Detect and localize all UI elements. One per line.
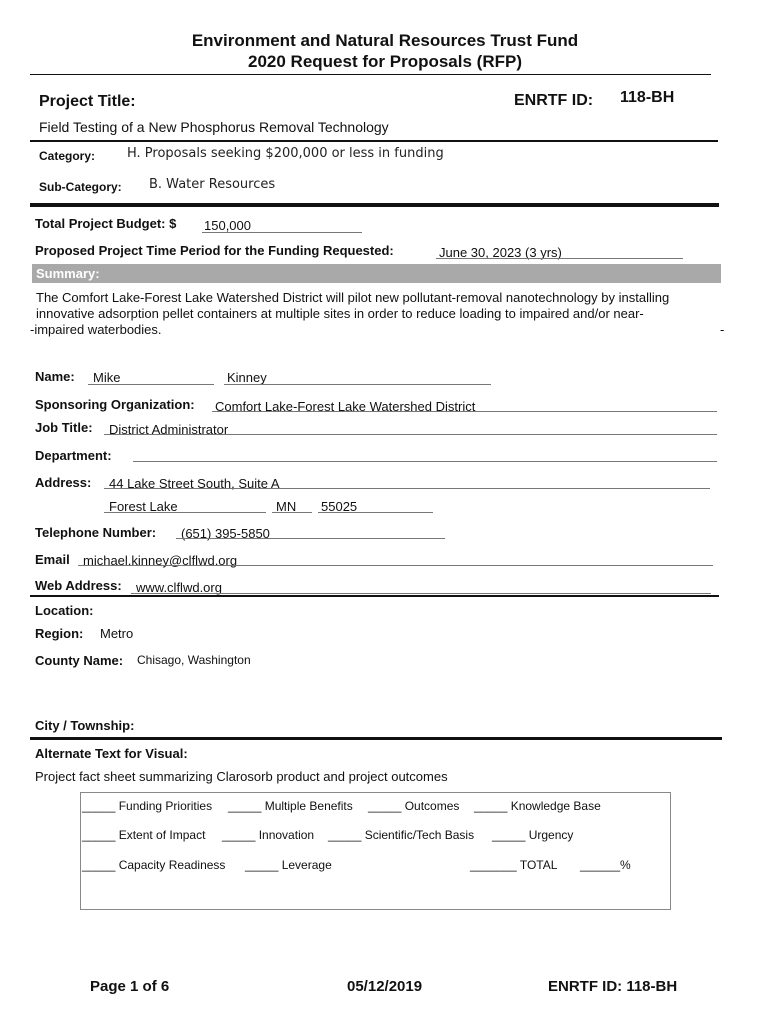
header-rule xyxy=(30,74,711,75)
summary-header-bar xyxy=(32,264,721,283)
score-total: _______ TOTAL xyxy=(470,858,558,872)
location-rule-thick xyxy=(30,737,722,740)
time-period-value: June 30, 2023 (3 yrs) xyxy=(439,245,562,260)
city-township-label: City / Township: xyxy=(35,718,135,733)
county-label: County Name: xyxy=(35,653,124,668)
telephone-label: Telephone Number: xyxy=(35,525,157,540)
contact-rule xyxy=(30,595,719,597)
score-innovation: _____ Innovation xyxy=(222,828,315,842)
enrtf-id-label: ENRTF ID: xyxy=(514,92,594,109)
region-label: Region: xyxy=(35,626,84,641)
email-underline xyxy=(78,565,713,566)
sponsor-org-underline xyxy=(212,411,717,412)
street-underline xyxy=(104,488,710,489)
sponsor-org-label: Sponsoring Organization: xyxy=(35,397,195,412)
title-rule xyxy=(30,140,718,142)
region-value: Metro xyxy=(100,626,134,641)
city-value: Forest Lake xyxy=(109,499,178,514)
category-label: Category: xyxy=(39,149,96,163)
header-title-line1: Environment and Natural Resources Trust Fund xyxy=(191,31,579,50)
email-value: michael.kinney@clflwd.org xyxy=(83,553,238,568)
job-title-label: Job Title: xyxy=(35,420,93,435)
telephone-underline xyxy=(176,538,445,539)
score-funding-priorities: _____ Funding Priorities xyxy=(82,799,213,813)
location-label: Location: xyxy=(35,603,94,618)
last-name-value: Kinney xyxy=(227,370,267,385)
state-value: MN xyxy=(276,499,297,514)
address-label: Address: xyxy=(35,475,92,490)
name-label: Name: xyxy=(35,369,75,384)
department-label: Department: xyxy=(35,448,112,463)
summary-line-3-dash: - xyxy=(30,322,35,337)
alt-text-value: Project fact sheet summarizing Clarosorb product and project outcomes xyxy=(35,769,448,784)
score-multiple-benefits: _____ Multiple Benefits xyxy=(228,799,353,813)
street-value: 44 Lake Street South, Suite A xyxy=(109,476,280,491)
time-period-label: Proposed Project Time Period for the Funding Requested: xyxy=(35,243,394,258)
last-name-underline xyxy=(224,384,491,385)
web-address-label: Web Address: xyxy=(35,578,122,593)
summary-line-1: The Comfort Lake-Forest Lake Watershed District will pilot new pollutant-removal nanotechnology by installing xyxy=(36,290,670,305)
zip-underline xyxy=(318,512,433,513)
subcategory-value: B. Water Resources xyxy=(149,177,276,192)
first-name-underline xyxy=(88,384,214,385)
telephone-value: (651) 395-5850 xyxy=(181,526,270,541)
summary-label: Summary: xyxy=(36,266,100,281)
county-value: Chisago, Washington xyxy=(137,653,251,667)
state-underline xyxy=(272,512,312,513)
department-underline xyxy=(133,461,717,462)
time-period-underline xyxy=(436,258,683,259)
zip-value: 55025 xyxy=(321,499,358,514)
score-outcomes: _____ Outcomes xyxy=(368,799,460,813)
alt-text-label: Alternate Text for Visual: xyxy=(35,746,188,761)
score-urgency: _____ Urgency xyxy=(492,828,574,842)
project-title-value: Field Testing of a New Phosphorus Removal Technology xyxy=(39,119,389,135)
footer-page-number: Page 1 of 6 xyxy=(90,978,170,995)
job-title-value: District Administrator xyxy=(109,422,229,437)
section-rule-thick xyxy=(30,203,719,207)
budget-value: 150,000 xyxy=(204,218,251,233)
web-address-value: www.clflwd.org xyxy=(136,580,222,595)
summary-margin-dash: - xyxy=(720,322,725,337)
score-scientific-tech-basis: _____ Scientific/Tech Basis xyxy=(328,828,475,842)
enrtf-id-value: 118-BH xyxy=(620,89,675,106)
budget-underline xyxy=(202,232,362,233)
sponsor-org-value: Comfort Lake-Forest Lake Watershed District xyxy=(215,399,476,414)
budget-label: Total Project Budget: $ xyxy=(35,216,177,231)
email-label: Email xyxy=(35,552,70,567)
score-knowledge-base: _____ Knowledge Base xyxy=(474,799,601,813)
city-underline xyxy=(104,512,266,513)
summary-line-3 xyxy=(30,322,162,337)
footer-enrtf-id: ENRTF ID: 118-BH xyxy=(548,978,678,995)
summary-line-2: innovative adsorption pellet containers at multiple sites in order to reduce loading to impaired and/or near- xyxy=(36,306,644,321)
category-value: H. Proposals seeking $200,000 or less in funding xyxy=(127,146,444,161)
score-capacity-readiness: _____ Capacity Readiness xyxy=(82,858,226,872)
subcategory-label: Sub-Category: xyxy=(39,180,122,194)
score-percent: ______% xyxy=(580,858,631,872)
score-extent-of-impact: _____ Extent of Impact xyxy=(82,828,206,842)
job-title-underline xyxy=(104,434,717,435)
score-leverage: _____ Leverage xyxy=(245,858,332,872)
summary-line-3-text: impaired waterbodies. xyxy=(34,322,162,337)
first-name-value: Mike xyxy=(93,370,121,385)
project-title-label: Project Title: xyxy=(39,93,136,110)
web-address-underline xyxy=(131,593,711,594)
footer-date: 05/12/2019 xyxy=(347,978,423,995)
header-title-line2: 2020 Request for Proposals (RFP) xyxy=(248,52,522,71)
